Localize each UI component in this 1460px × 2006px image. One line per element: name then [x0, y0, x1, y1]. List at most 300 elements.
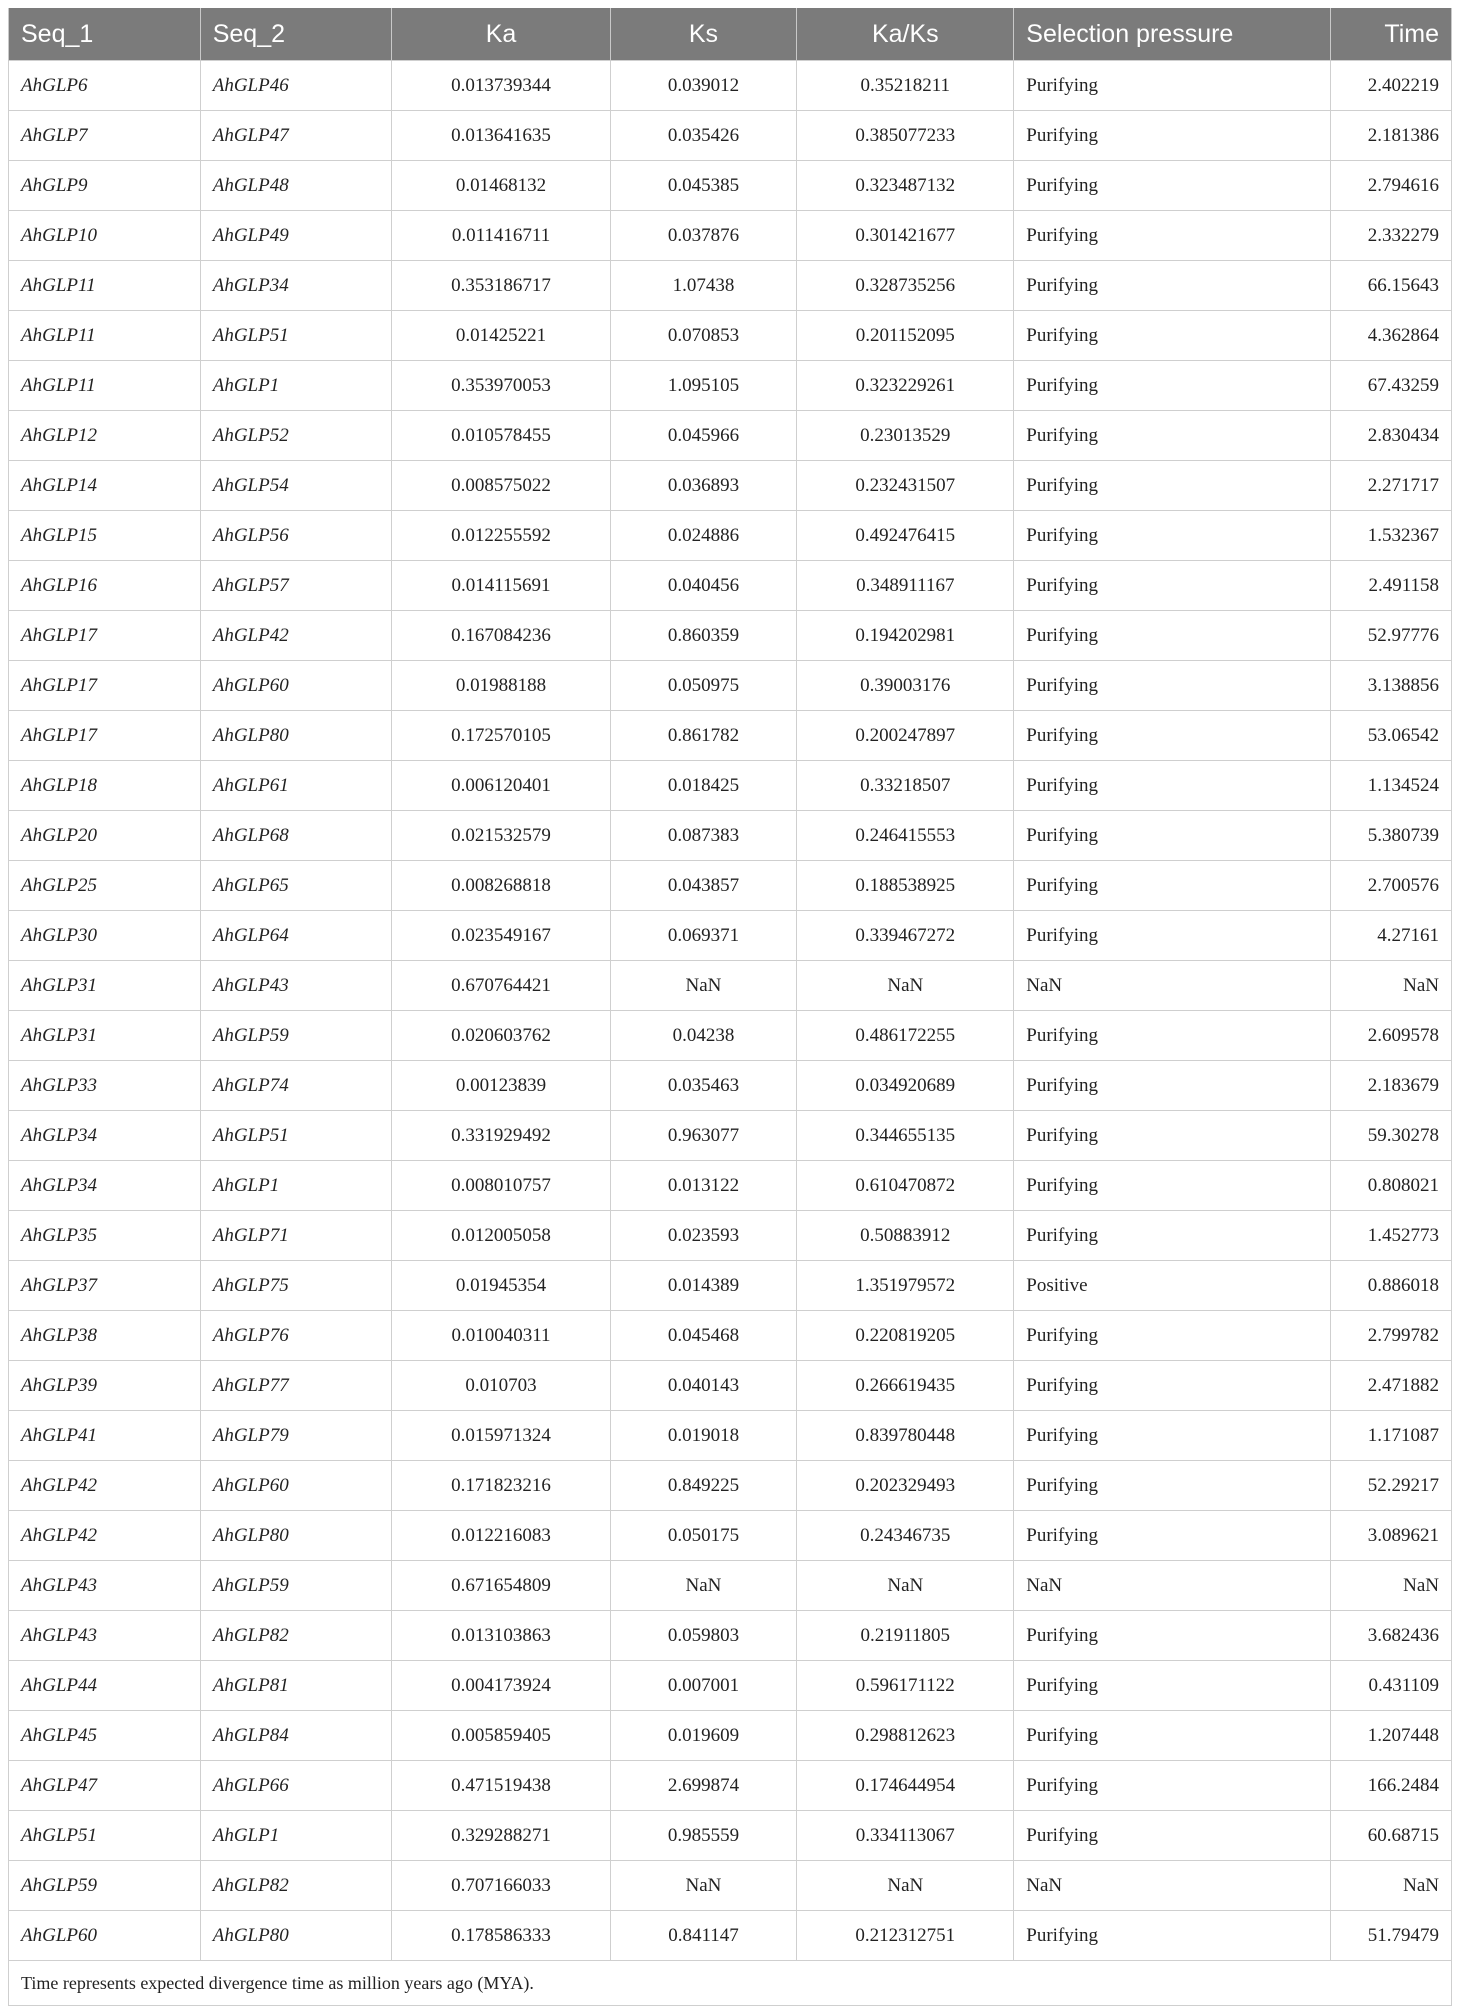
cell-ka: 0.020603762: [392, 1011, 610, 1061]
cell-seq2: AhGLP74: [200, 1061, 392, 1111]
cell-ks: 0.035426: [610, 111, 797, 161]
table-row: [9, 511, 1452, 561]
footnote-row: [9, 1961, 1452, 2006]
cell-seq1: AhGLP25: [9, 861, 201, 911]
cell-ks: 2.699874: [610, 1761, 797, 1811]
cell-time: 2.332279: [1330, 211, 1451, 261]
table-row: [9, 61, 1452, 111]
cell-seq2: AhGLP75: [200, 1261, 392, 1311]
table-row: [9, 1911, 1452, 1961]
cell-selection-pressure: Purifying: [1014, 511, 1331, 561]
table-row: [9, 461, 1452, 511]
cell-ka: 0.012255592: [392, 511, 610, 561]
cell-selection-pressure: Purifying: [1014, 561, 1331, 611]
cell-seq2: AhGLP64: [200, 911, 392, 961]
cell-seq2: AhGLP51: [200, 1111, 392, 1161]
cell-seq1: AhGLP11: [9, 361, 201, 411]
cell-seq1: AhGLP7: [9, 111, 201, 161]
cell-ka: 0.167084236: [392, 611, 610, 661]
cell-time: 1.452773: [1330, 1211, 1451, 1261]
table-row: [9, 1261, 1452, 1311]
cell-seq1: AhGLP17: [9, 661, 201, 711]
cell-seq2: AhGLP34: [200, 261, 392, 311]
table-row: [9, 661, 1452, 711]
cell-time: 2.799782: [1330, 1311, 1451, 1361]
cell-seq1: AhGLP35: [9, 1211, 201, 1261]
cell-seq2: AhGLP82: [200, 1861, 392, 1911]
cell-ks: 0.045468: [610, 1311, 797, 1361]
cell-seq1: AhGLP14: [9, 461, 201, 511]
cell-seq2: AhGLP51: [200, 311, 392, 361]
cell-seq2: AhGLP68: [200, 811, 392, 861]
cell-ka-ks: 0.174644954: [797, 1761, 1014, 1811]
cell-seq1: AhGLP17: [9, 611, 201, 661]
cell-selection-pressure: Purifying: [1014, 411, 1331, 461]
cell-ka: 0.013641635: [392, 111, 610, 161]
cell-selection-pressure: Purifying: [1014, 1161, 1331, 1211]
cell-seq1: AhGLP39: [9, 1361, 201, 1411]
cell-time: 2.183679: [1330, 1061, 1451, 1111]
cell-time: 52.29217: [1330, 1461, 1451, 1511]
cell-ks: 0.087383: [610, 811, 797, 861]
table-row: [9, 961, 1452, 1011]
cell-selection-pressure: Purifying: [1014, 761, 1331, 811]
cell-selection-pressure: Purifying: [1014, 1411, 1331, 1461]
cell-seq2: AhGLP46: [200, 61, 392, 111]
cell-seq1: AhGLP30: [9, 911, 201, 961]
cell-ks: 0.018425: [610, 761, 797, 811]
cell-selection-pressure: Purifying: [1014, 1661, 1331, 1711]
cell-ka-ks: 0.21911805: [797, 1611, 1014, 1661]
cell-ks: 0.040143: [610, 1361, 797, 1411]
table-row: [9, 1161, 1452, 1211]
cell-ks: 0.019609: [610, 1711, 797, 1761]
cell-ks: 0.861782: [610, 711, 797, 761]
cell-ka-ks: 0.202329493: [797, 1461, 1014, 1511]
cell-ka-ks: 0.339467272: [797, 911, 1014, 961]
cell-ks: 0.014389: [610, 1261, 797, 1311]
table-row: [9, 811, 1452, 861]
cell-time: 5.380739: [1330, 811, 1451, 861]
cell-ka: 0.01425221: [392, 311, 610, 361]
cell-ka-ks: 0.596171122: [797, 1661, 1014, 1711]
header-row: [9, 8, 1452, 61]
cell-ks: 0.035463: [610, 1061, 797, 1111]
cell-ka: 0.707166033: [392, 1861, 610, 1911]
cell-time: 51.79479: [1330, 1911, 1451, 1961]
cell-ka-ks: 0.034920689: [797, 1061, 1014, 1111]
cell-ka: 0.008010757: [392, 1161, 610, 1211]
cell-time: 2.794616: [1330, 161, 1451, 211]
cell-time: NaN: [1330, 1861, 1451, 1911]
cell-ka: 0.023549167: [392, 911, 610, 961]
cell-ks: 0.050175: [610, 1511, 797, 1561]
cell-ks: 0.040456: [610, 561, 797, 611]
cell-ka-ks: 0.220819205: [797, 1311, 1014, 1361]
cell-seq1: AhGLP18: [9, 761, 201, 811]
cell-ks: NaN: [610, 1861, 797, 1911]
cell-ka: 0.353970053: [392, 361, 610, 411]
cell-selection-pressure: Purifying: [1014, 861, 1331, 911]
cell-seq1: AhGLP60: [9, 1911, 201, 1961]
cell-ka-ks: 0.301421677: [797, 211, 1014, 261]
cell-seq2: AhGLP54: [200, 461, 392, 511]
cell-seq1: AhGLP43: [9, 1611, 201, 1661]
cell-ka-ks: 0.212312751: [797, 1911, 1014, 1961]
cell-ka: 0.331929492: [392, 1111, 610, 1161]
cell-ks: 0.023593: [610, 1211, 797, 1261]
cell-selection-pressure: Purifying: [1014, 211, 1331, 261]
cell-selection-pressure: Purifying: [1014, 1061, 1331, 1111]
cell-seq2: AhGLP79: [200, 1411, 392, 1461]
cell-ks: 0.860359: [610, 611, 797, 661]
cell-time: 2.609578: [1330, 1011, 1451, 1061]
cell-time: 1.171087: [1330, 1411, 1451, 1461]
cell-time: 2.402219: [1330, 61, 1451, 111]
cell-time: 2.471882: [1330, 1361, 1451, 1411]
cell-ka-ks: 0.188538925: [797, 861, 1014, 911]
table-row: [9, 711, 1452, 761]
cell-ka-ks: 0.839780448: [797, 1411, 1014, 1461]
cell-ka: 0.171823216: [392, 1461, 610, 1511]
cell-time: 60.68715: [1330, 1811, 1451, 1861]
cell-ka: 0.178586333: [392, 1911, 610, 1961]
cell-ka: 0.00123839: [392, 1061, 610, 1111]
cell-ka: 0.010578455: [392, 411, 610, 461]
cell-selection-pressure: Purifying: [1014, 1811, 1331, 1861]
cell-ks: 0.045385: [610, 161, 797, 211]
table-row: [9, 1311, 1452, 1361]
cell-time: 59.30278: [1330, 1111, 1451, 1161]
table-row: [9, 1561, 1452, 1611]
cell-seq1: AhGLP17: [9, 711, 201, 761]
cell-ka-ks: NaN: [797, 961, 1014, 1011]
header-ka-ks: Ka/Ks: [797, 8, 1014, 61]
cell-seq2: AhGLP59: [200, 1561, 392, 1611]
cell-selection-pressure: Purifying: [1014, 461, 1331, 511]
cell-ka-ks: 0.35218211: [797, 61, 1014, 111]
cell-time: 2.181386: [1330, 111, 1451, 161]
cell-time: 1.134524: [1330, 761, 1451, 811]
cell-time: 67.43259: [1330, 361, 1451, 411]
cell-seq1: AhGLP31: [9, 961, 201, 1011]
cell-time: 3.138856: [1330, 661, 1451, 711]
table-footnote: Time represents expected divergence time as million years ago (MYA).: [9, 1961, 1452, 2006]
cell-time: 1.532367: [1330, 511, 1451, 561]
cell-seq1: AhGLP44: [9, 1661, 201, 1711]
cell-seq1: AhGLP45: [9, 1711, 201, 1761]
header-time: Time: [1330, 8, 1451, 61]
cell-ks: 0.007001: [610, 1661, 797, 1711]
cell-seq1: AhGLP15: [9, 511, 201, 561]
cell-seq2: AhGLP1: [200, 1811, 392, 1861]
cell-ka-ks: 0.23013529: [797, 411, 1014, 461]
table-row: [9, 1361, 1452, 1411]
header-ks: Ks: [610, 8, 797, 61]
table-row: [9, 1861, 1452, 1911]
data-table-container: [8, 8, 1452, 2006]
cell-time: 52.97776: [1330, 611, 1451, 661]
cell-ka: 0.021532579: [392, 811, 610, 861]
table-body: [9, 61, 1452, 1961]
cell-time: NaN: [1330, 1561, 1451, 1611]
table-row: [9, 611, 1452, 661]
table-row: [9, 111, 1452, 161]
cell-time: 4.27161: [1330, 911, 1451, 961]
cell-ka-ks: 0.24346735: [797, 1511, 1014, 1561]
cell-selection-pressure: Purifying: [1014, 661, 1331, 711]
cell-seq1: AhGLP47: [9, 1761, 201, 1811]
table-row: [9, 1611, 1452, 1661]
header-seq1: Seq_1: [9, 8, 201, 61]
table-row: [9, 311, 1452, 361]
cell-selection-pressure: Purifying: [1014, 361, 1331, 411]
cell-seq2: AhGLP80: [200, 711, 392, 761]
cell-seq2: AhGLP48: [200, 161, 392, 211]
cell-selection-pressure: Purifying: [1014, 1111, 1331, 1161]
cell-seq2: AhGLP61: [200, 761, 392, 811]
cell-ks: 0.841147: [610, 1911, 797, 1961]
cell-time: NaN: [1330, 961, 1451, 1011]
cell-seq1: AhGLP42: [9, 1461, 201, 1511]
cell-seq1: AhGLP20: [9, 811, 201, 861]
cell-selection-pressure: Purifying: [1014, 1761, 1331, 1811]
table-row: [9, 1411, 1452, 1461]
table-row: [9, 361, 1452, 411]
cell-ka: 0.006120401: [392, 761, 610, 811]
cell-seq2: AhGLP84: [200, 1711, 392, 1761]
cell-ka: 0.013103863: [392, 1611, 610, 1661]
cell-time: 0.808021: [1330, 1161, 1451, 1211]
table-row: [9, 861, 1452, 911]
cell-ka-ks: 0.323229261: [797, 361, 1014, 411]
cell-ka: 0.011416711: [392, 211, 610, 261]
header-ka: Ka: [392, 8, 610, 61]
cell-ks: 0.024886: [610, 511, 797, 561]
cell-ka: 0.008268818: [392, 861, 610, 911]
cell-ka-ks: 0.385077233: [797, 111, 1014, 161]
cell-selection-pressure: NaN: [1014, 961, 1331, 1011]
cell-seq2: AhGLP82: [200, 1611, 392, 1661]
cell-ka-ks: 0.492476415: [797, 511, 1014, 561]
cell-ka: 0.010703: [392, 1361, 610, 1411]
cell-seq2: AhGLP47: [200, 111, 392, 161]
cell-seq2: AhGLP60: [200, 661, 392, 711]
cell-seq1: AhGLP12: [9, 411, 201, 461]
cell-ka: 0.01988188: [392, 661, 610, 711]
cell-seq1: AhGLP34: [9, 1111, 201, 1161]
cell-seq2: AhGLP71: [200, 1211, 392, 1261]
cell-ka-ks: 0.201152095: [797, 311, 1014, 361]
cell-time: 53.06542: [1330, 711, 1451, 761]
table-row: [9, 1661, 1452, 1711]
cell-seq1: AhGLP10: [9, 211, 201, 261]
cell-ka-ks: 0.328735256: [797, 261, 1014, 311]
cell-selection-pressure: Purifying: [1014, 911, 1331, 961]
cell-ks: NaN: [610, 961, 797, 1011]
cell-selection-pressure: Purifying: [1014, 1911, 1331, 1961]
cell-selection-pressure: Purifying: [1014, 1461, 1331, 1511]
cell-ka: 0.671654809: [392, 1561, 610, 1611]
cell-selection-pressure: Purifying: [1014, 1361, 1331, 1411]
cell-selection-pressure: Purifying: [1014, 711, 1331, 761]
cell-ks: 1.07438: [610, 261, 797, 311]
cell-seq2: AhGLP1: [200, 361, 392, 411]
cell-ks: 0.849225: [610, 1461, 797, 1511]
cell-seq1: AhGLP33: [9, 1061, 201, 1111]
table-row: [9, 1111, 1452, 1161]
cell-seq1: AhGLP34: [9, 1161, 201, 1211]
table-row: [9, 1061, 1452, 1111]
cell-ka: 0.353186717: [392, 261, 610, 311]
cell-ka-ks: 0.50883912: [797, 1211, 1014, 1261]
cell-selection-pressure: Purifying: [1014, 161, 1331, 211]
cell-seq1: AhGLP11: [9, 261, 201, 311]
table-row: [9, 1511, 1452, 1561]
cell-seq2: AhGLP42: [200, 611, 392, 661]
cell-ka: 0.01945354: [392, 1261, 610, 1311]
cell-ka: 0.329288271: [392, 1811, 610, 1861]
cell-time: 166.2484: [1330, 1761, 1451, 1811]
cell-ka: 0.670764421: [392, 961, 610, 1011]
cell-ka-ks: 0.266619435: [797, 1361, 1014, 1411]
cell-time: 1.207448: [1330, 1711, 1451, 1761]
table-row: [9, 161, 1452, 211]
cell-seq1: AhGLP16: [9, 561, 201, 611]
cell-ka: 0.012216083: [392, 1511, 610, 1561]
cell-selection-pressure: Purifying: [1014, 1611, 1331, 1661]
cell-ks: 0.070853: [610, 311, 797, 361]
cell-ka-ks: 1.351979572: [797, 1261, 1014, 1311]
cell-seq2: AhGLP43: [200, 961, 392, 1011]
cell-ks: 0.963077: [610, 1111, 797, 1161]
cell-ka-ks: 0.39003176: [797, 661, 1014, 711]
cell-seq2: AhGLP49: [200, 211, 392, 261]
cell-seq1: AhGLP59: [9, 1861, 201, 1911]
table-row: [9, 1811, 1452, 1861]
cell-seq1: AhGLP51: [9, 1811, 201, 1861]
cell-ka: 0.014115691: [392, 561, 610, 611]
header-seq2: Seq_2: [200, 8, 392, 61]
cell-ka: 0.471519438: [392, 1761, 610, 1811]
cell-ka-ks: NaN: [797, 1561, 1014, 1611]
cell-selection-pressure: Purifying: [1014, 1011, 1331, 1061]
cell-selection-pressure: Purifying: [1014, 1511, 1331, 1561]
cell-seq2: AhGLP59: [200, 1011, 392, 1061]
cell-selection-pressure: Purifying: [1014, 811, 1331, 861]
kaks-table: [8, 8, 1452, 2006]
cell-ka-ks: 0.200247897: [797, 711, 1014, 761]
cell-ka: 0.004173924: [392, 1661, 610, 1711]
cell-seq1: AhGLP38: [9, 1311, 201, 1361]
cell-seq1: AhGLP42: [9, 1511, 201, 1561]
cell-time: 2.491158: [1330, 561, 1451, 611]
cell-ks: 0.043857: [610, 861, 797, 911]
cell-ks: 0.037876: [610, 211, 797, 261]
cell-ks: 0.036893: [610, 461, 797, 511]
cell-ka-ks: NaN: [797, 1861, 1014, 1911]
cell-ks: 0.04238: [610, 1011, 797, 1061]
cell-selection-pressure: Purifying: [1014, 111, 1331, 161]
table-footer: [9, 1961, 1452, 2006]
cell-selection-pressure: Purifying: [1014, 1711, 1331, 1761]
cell-seq2: AhGLP77: [200, 1361, 392, 1411]
cell-time: 2.271717: [1330, 461, 1451, 511]
cell-seq1: AhGLP31: [9, 1011, 201, 1061]
cell-seq2: AhGLP65: [200, 861, 392, 911]
cell-ka-ks: 0.232431507: [797, 461, 1014, 511]
cell-selection-pressure: Purifying: [1014, 61, 1331, 111]
cell-time: 2.830434: [1330, 411, 1451, 461]
table-row: [9, 911, 1452, 961]
cell-ks: 0.045966: [610, 411, 797, 461]
cell-ka: 0.010040311: [392, 1311, 610, 1361]
cell-ka: 0.008575022: [392, 461, 610, 511]
cell-time: 3.089621: [1330, 1511, 1451, 1561]
cell-ka-ks: 0.610470872: [797, 1161, 1014, 1211]
table-row: [9, 761, 1452, 811]
cell-ka-ks: 0.246415553: [797, 811, 1014, 861]
cell-ka-ks: 0.334113067: [797, 1811, 1014, 1861]
cell-time: 4.362864: [1330, 311, 1451, 361]
cell-ks: 0.019018: [610, 1411, 797, 1461]
cell-seq2: AhGLP56: [200, 511, 392, 561]
cell-ks: 0.069371: [610, 911, 797, 961]
cell-ks: 0.050975: [610, 661, 797, 711]
table-header: [9, 8, 1452, 61]
cell-seq2: AhGLP81: [200, 1661, 392, 1711]
cell-ks: 0.039012: [610, 61, 797, 111]
cell-seq2: AhGLP80: [200, 1511, 392, 1561]
cell-ks: 1.095105: [610, 361, 797, 411]
table-row: [9, 1761, 1452, 1811]
cell-selection-pressure: NaN: [1014, 1561, 1331, 1611]
cell-selection-pressure: Purifying: [1014, 1311, 1331, 1361]
cell-ks: 0.985559: [610, 1811, 797, 1861]
cell-seq1: AhGLP6: [9, 61, 201, 111]
table-row: [9, 561, 1452, 611]
cell-seq1: AhGLP37: [9, 1261, 201, 1311]
cell-ks: NaN: [610, 1561, 797, 1611]
cell-seq1: AhGLP43: [9, 1561, 201, 1611]
table-row: [9, 1211, 1452, 1261]
cell-time: 66.15643: [1330, 261, 1451, 311]
cell-seq1: AhGLP9: [9, 161, 201, 211]
cell-seq2: AhGLP1: [200, 1161, 392, 1211]
cell-ka-ks: 0.298812623: [797, 1711, 1014, 1761]
cell-time: 0.431109: [1330, 1661, 1451, 1711]
cell-ka: 0.172570105: [392, 711, 610, 761]
cell-selection-pressure: Positive: [1014, 1261, 1331, 1311]
cell-seq1: AhGLP11: [9, 311, 201, 361]
table-row: [9, 1461, 1452, 1511]
cell-ka-ks: 0.323487132: [797, 161, 1014, 211]
cell-seq1: AhGLP41: [9, 1411, 201, 1461]
cell-seq2: AhGLP52: [200, 411, 392, 461]
cell-time: 3.682436: [1330, 1611, 1451, 1661]
cell-time: 2.700576: [1330, 861, 1451, 911]
cell-ka: 0.012005058: [392, 1211, 610, 1261]
cell-ka: 0.01468132: [392, 161, 610, 211]
header-selection-pressure: Selection pressure: [1014, 8, 1331, 61]
cell-ks: 0.013122: [610, 1161, 797, 1211]
table-row: [9, 261, 1452, 311]
cell-ka-ks: 0.194202981: [797, 611, 1014, 661]
cell-seq2: AhGLP60: [200, 1461, 392, 1511]
cell-seq2: AhGLP66: [200, 1761, 392, 1811]
table-row: [9, 1011, 1452, 1061]
cell-ka-ks: 0.486172255: [797, 1011, 1014, 1061]
